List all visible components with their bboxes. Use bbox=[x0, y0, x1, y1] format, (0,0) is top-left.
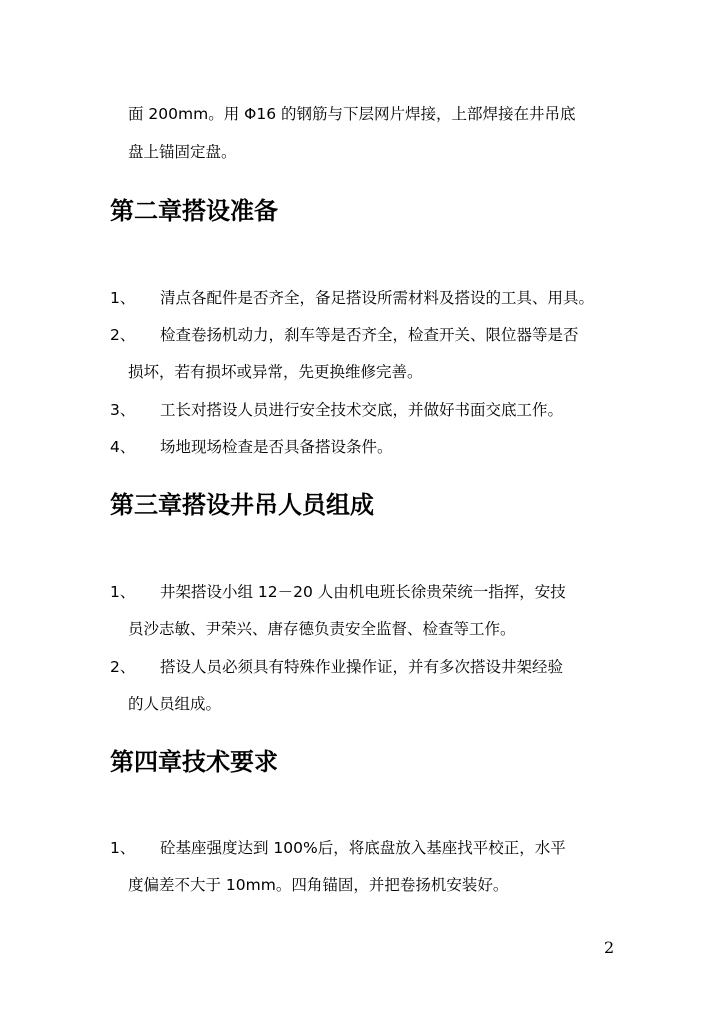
chapter-2-item-1-number: 1、 bbox=[110, 289, 136, 307]
chapter-3-item-1-text: 井架搭设小组 12－20 人由机电班长徐贵荣统一指挥，安技 bbox=[160, 583, 566, 601]
page-number: 2 bbox=[604, 938, 615, 957]
chapter-2-item-2-text: 检查卷扬机动力，刹车等是否齐全，检查开关、限位器等是否 bbox=[160, 326, 579, 344]
chapter-2-item-3-number: 3、 bbox=[110, 401, 136, 419]
chapter-3-item-2-number: 2、 bbox=[110, 658, 136, 676]
chapter-3-title: 第三章搭设井吊人员组成 bbox=[110, 491, 374, 519]
chapter-2-item-3-text: 工长对搭设人员进行安全技术交底，并做好书面交底工作。 bbox=[160, 401, 564, 419]
chapter-3-item-1-number: 1、 bbox=[110, 583, 136, 601]
chapter-4-item-1-number: 1、 bbox=[110, 839, 136, 857]
chapter-2-item-2-continuation: 损坏，若有损坏或异常，先更换维修完善。 bbox=[128, 363, 423, 381]
chapter-2-item-1-text: 清点各配件是否齐全，备足搭设所需材料及搭设的工具、用具。 bbox=[160, 289, 595, 307]
chapter-4-item-1-text: 砼基座强度达到 100%后，将底盘放入基座找平校正，水平 bbox=[160, 839, 566, 857]
intro-line-1: 面 200mm。用 Φ16 的钢筋与下层网片焊接，上部焊接在井吊底 bbox=[128, 105, 576, 123]
chapter-2-item-4-text: 场地现场检查是否具备搭设条件。 bbox=[160, 438, 393, 456]
chapter-2-item-4-number: 4、 bbox=[110, 438, 136, 456]
chapter-4-title: 第四章技术要求 bbox=[110, 748, 278, 776]
chapter-3-item-2-continuation: 的人员组成。 bbox=[128, 695, 222, 713]
chapter-2-title: 第二章搭设准备 bbox=[110, 197, 278, 225]
intro-line-2: 盘上锚固定盘。 bbox=[128, 143, 237, 161]
chapter-2-item-2-number: 2、 bbox=[110, 326, 136, 344]
chapter-3-item-1-continuation: 员沙志敏、尹荣兴、唐存德负责安全监督、检查等工作。 bbox=[128, 620, 516, 638]
chapter-4-item-1-continuation: 度偏差不大于 10mm。四角锚固，并把卷扬机安装好。 bbox=[128, 876, 509, 894]
chapter-3-item-2-text: 搭设人员必须具有特殊作业操作证，并有多次搭设井架经验 bbox=[160, 658, 564, 676]
